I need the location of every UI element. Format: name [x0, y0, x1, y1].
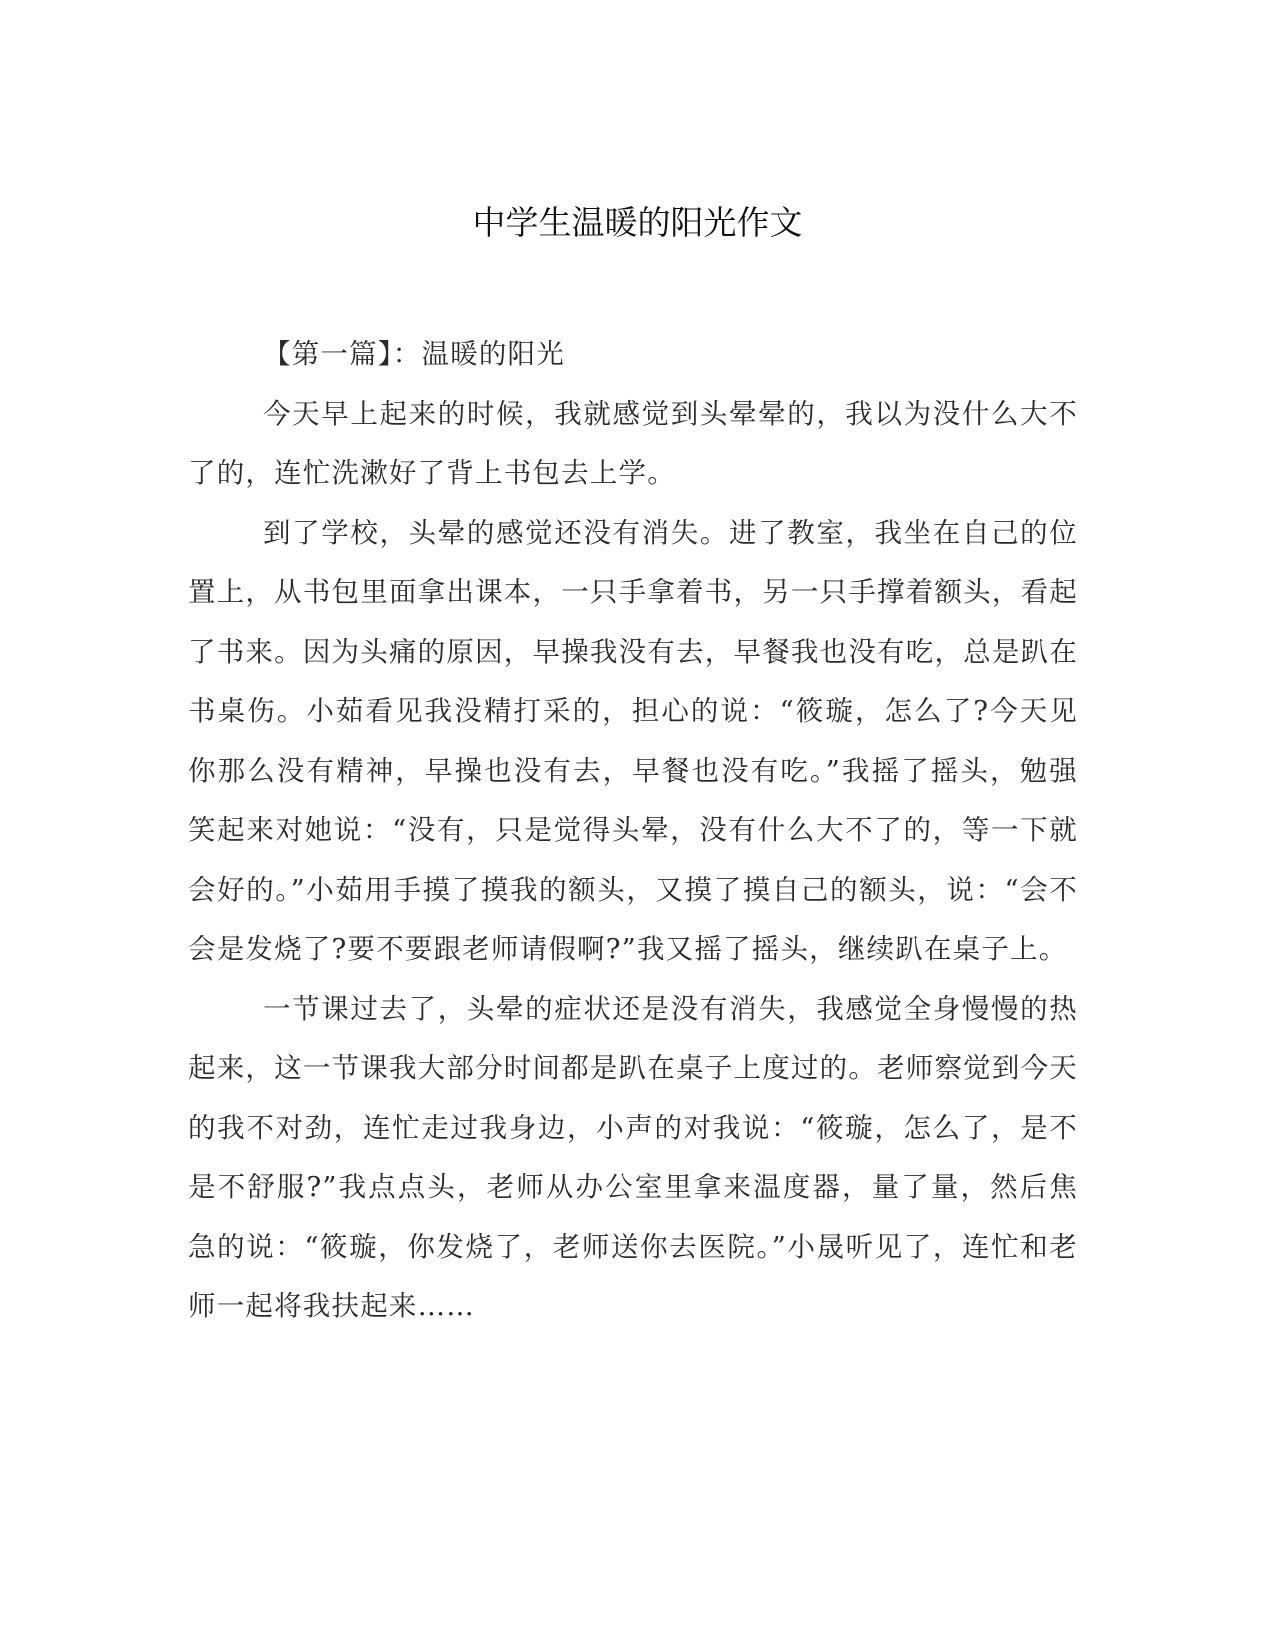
- document-body: [188, 325, 1078, 1337]
- document-title: 中学生温暖的阳光作文: [472, 203, 803, 242]
- section-heading: 【第一篇】：温暖的阳光: [263, 338, 565, 370]
- paragraph-3: 一节课过去了，头晕的症状还是没有消失，我感觉全身慢慢的热起来，这一节课我大部分时间都是趴在桌子上度过的。老师察觉到今天的我不对劲，连忙走过我身边，小声的对我说：“筱璇，怎么了，是不是不舒服?”我点点头，老师从办公室里拿来温度器，量了量，然后焦急的说：“筱璇，你发烧了，老师送你去医院。”小晟听见了，连忙和老师一起将我扶起来……: [188, 992, 1078, 1322]
- paragraph-2: 到了学校，头晕的感觉还没有消失。进了教室，我坐在自己的位置上，从书包里面拿出课本，一只手拿着书，另一只手撑着额头，看起了书来。因为头痛的原因，早操我没有去，早餐我也没有吃，总是趴在书桌伤。小茹看见我没精打采的，担心的说：“筱璇，怎么了?今天见你那么没有精神，早操也没有去，早餐也没有吃。”我摇了摇头，勉强笑起来对她说：“没有，只是觉得头晕，没有什么大不了的，等一下就会好的。”小茹用手摸了摸我的额头，又摸了摸自己的额头，说：“会不会是发烧了?要不要跟老师请假啊?”我又摇了摇头，继续趴在桌子上。: [188, 516, 1078, 965]
- paragraph-1: 今天早上起来的时候，我就感觉到头晕晕的，我以为没什么大不了的，连忙洗漱好了背上书包去上学。: [188, 397, 1078, 489]
